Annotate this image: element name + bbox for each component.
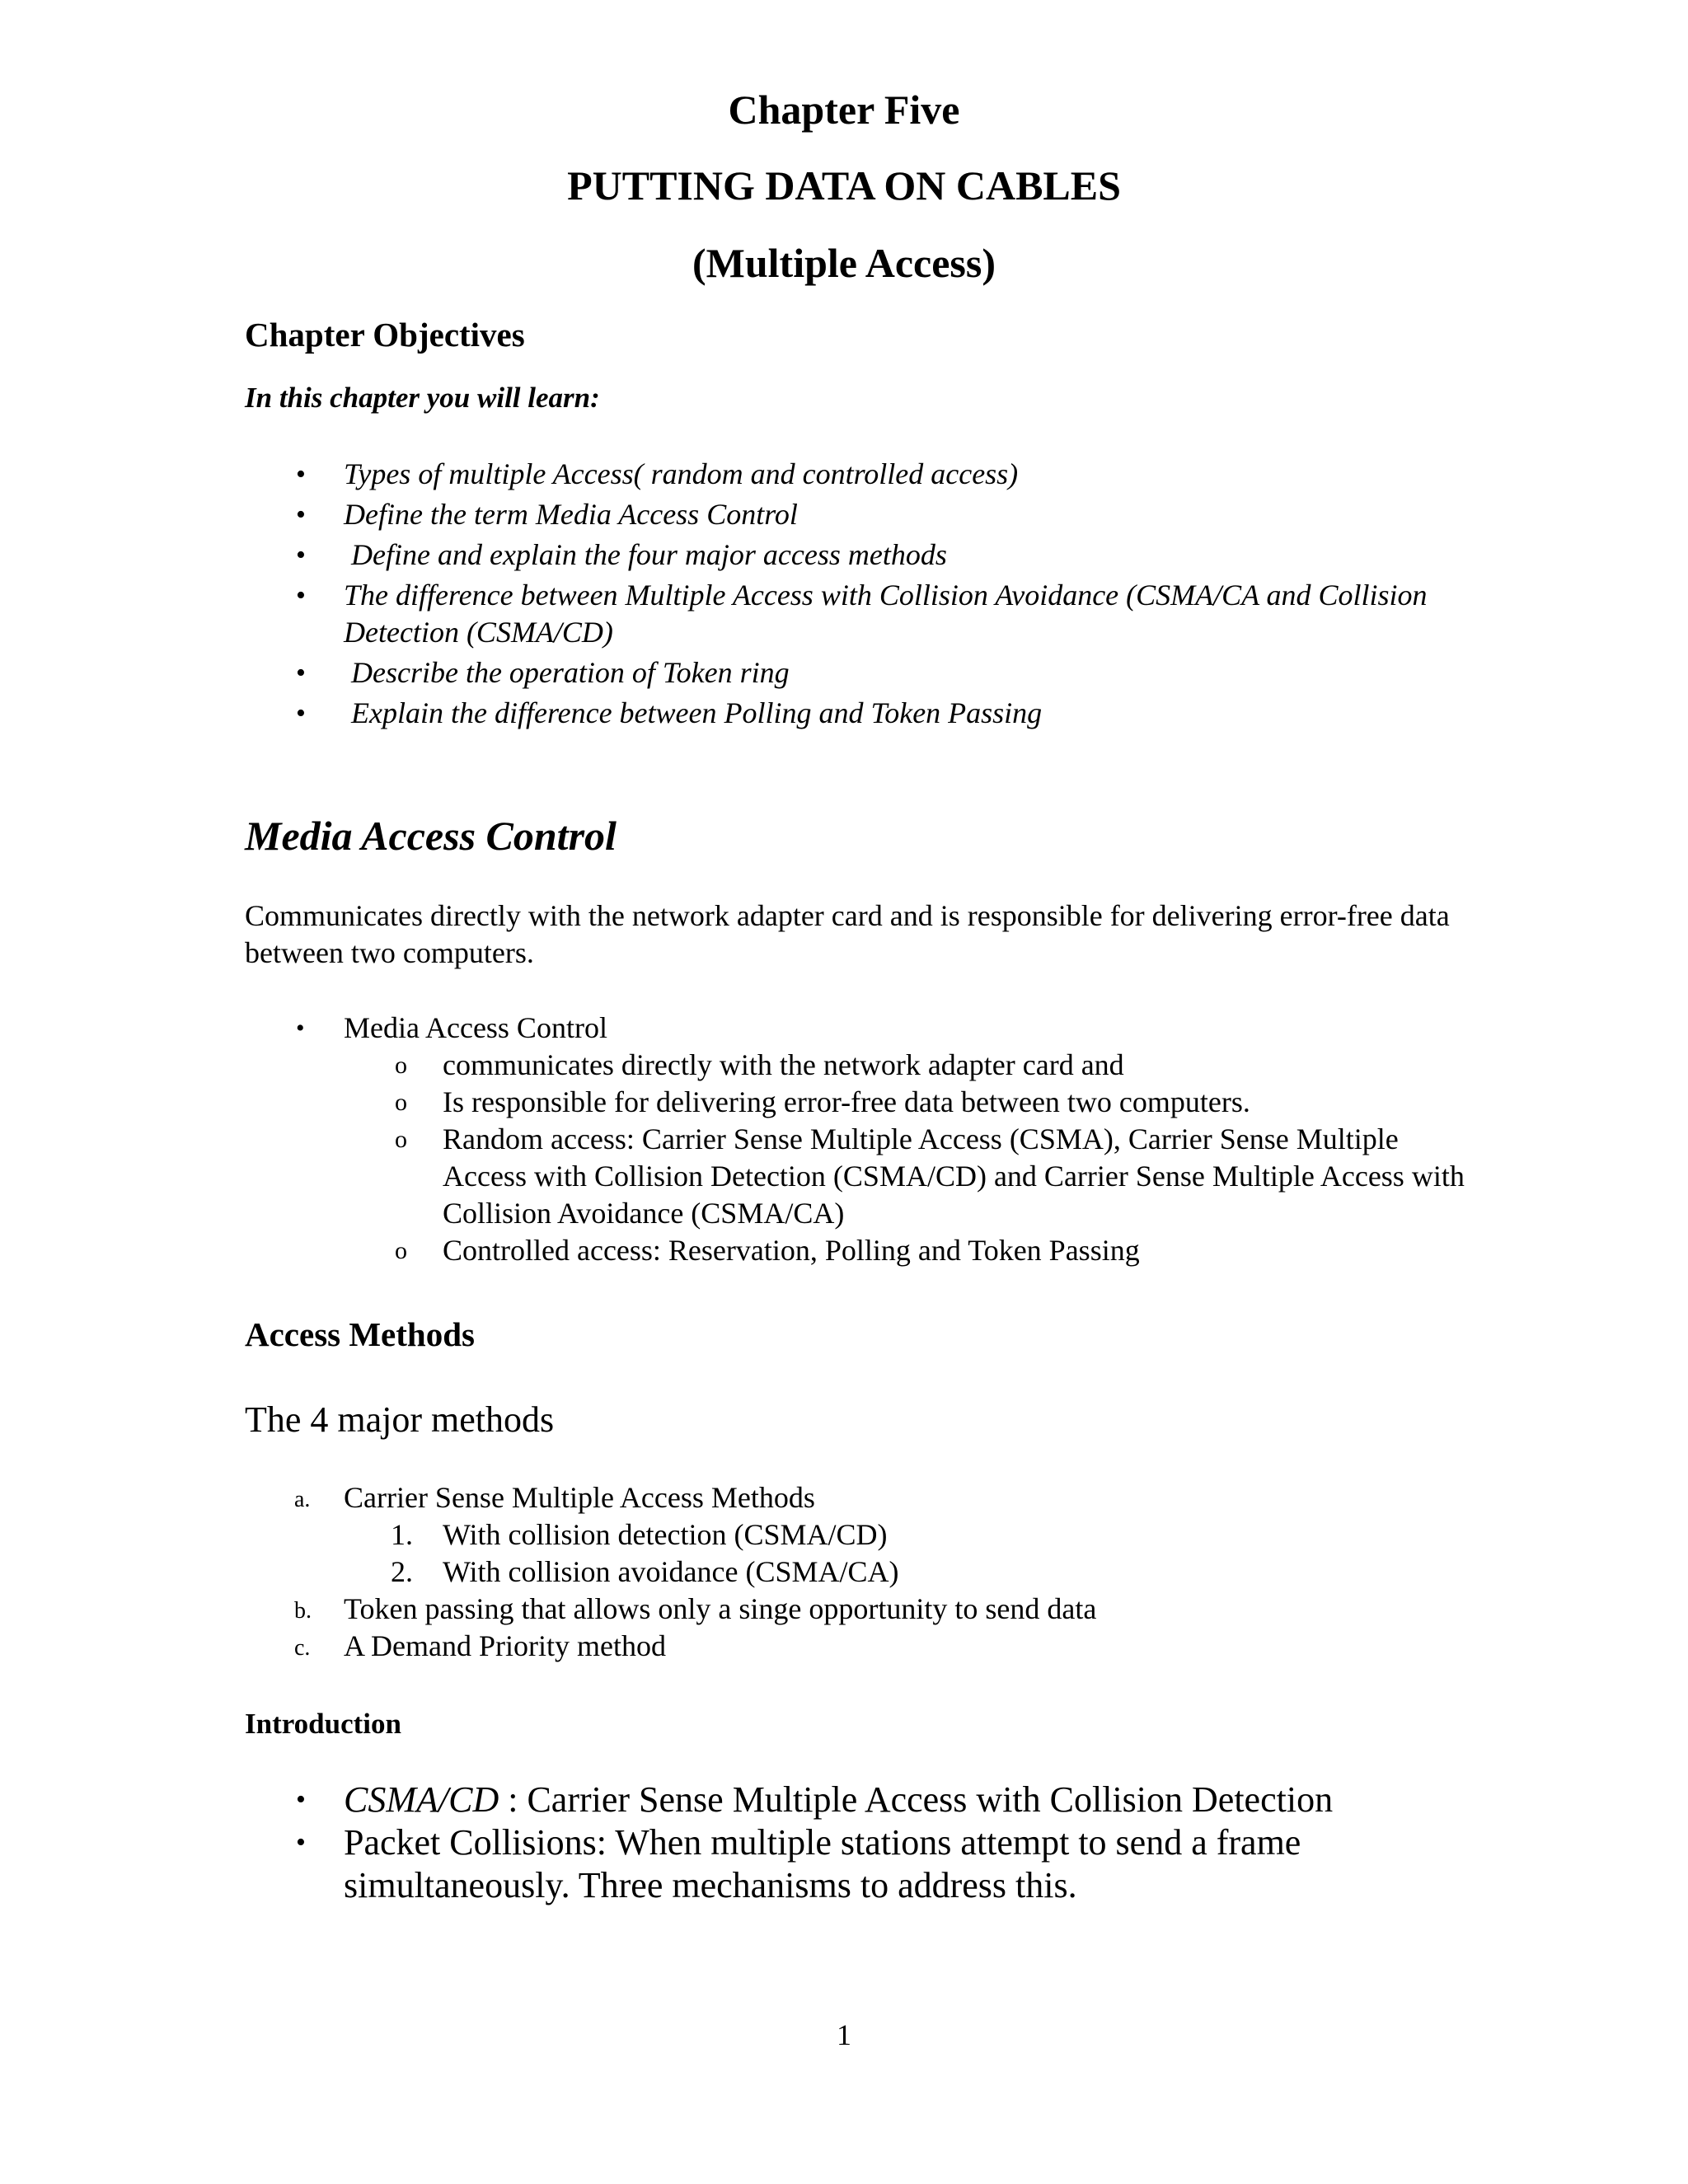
sub-list-item [344, 1516, 1481, 1554]
list-item [245, 1479, 1481, 1591]
list-item-text: Media Access Control [344, 1011, 607, 1044]
sub-bullet-icon: o [395, 1237, 407, 1264]
list-item [245, 1821, 1481, 1907]
sub-list-item-text: With collision avoidance (CSMA/CA) [443, 1555, 899, 1588]
sub-list-item-text: Controlled access: Reservation, Polling and Token Passing [443, 1234, 1140, 1267]
sub-bullet-icon: o [395, 1052, 407, 1079]
sub-list-item [344, 1121, 1481, 1232]
chapter-subtitle-text: PUTTING DATA ON CABLES [567, 162, 1121, 209]
bullet-icon: • [296, 1827, 306, 1858]
list-item-text: Packet Collisions: When multiple stations attempt to send a frame simultaneously. Three mechanisms to address this. [344, 1822, 1301, 1905]
bullet-icon: • [296, 580, 306, 611]
objectives-lead: In this chapter you will learn: [245, 382, 600, 414]
chapter-subtitle-secondary-text: (Multiple Access) [692, 240, 996, 286]
list-item [245, 1779, 1481, 1821]
sub-bullet-icon: o [395, 1089, 407, 1116]
introduction-list [245, 1779, 1481, 1907]
access-methods-sublist [344, 1516, 1481, 1591]
list-item-text: Carrier Sense Multiple Access Methods [344, 1481, 815, 1514]
list-item-text: Types of multiple Access( random and controlled access) [344, 457, 1019, 490]
bullet-icon: • [296, 499, 306, 530]
sub-list-item-text: With collision detection (CSMA/CD) [443, 1518, 888, 1551]
list-item-text: Explain the difference between Polling and Token Passing [344, 696, 1043, 729]
objectives-list [245, 456, 1456, 735]
list-marker: a. [294, 1487, 311, 1512]
sub-list-item [344, 1232, 1481, 1269]
list-item [245, 654, 1456, 691]
access-methods-list [245, 1479, 1481, 1665]
term-definition: : Carrier Sense Multiple Access with Collision Detection [499, 1779, 1334, 1820]
list-marker: c. [294, 1635, 311, 1661]
chapter-title-text: Chapter Five [728, 87, 960, 133]
media-access-control-paragraph: Communicates directly with the network adapter card and is responsible for delivering error-free data between two computers. [245, 899, 1450, 969]
list-item [245, 1010, 1481, 1269]
bullet-icon: • [296, 1015, 305, 1042]
chapter-subtitle-secondary [0, 242, 1688, 284]
objectives-heading: Chapter Objectives [245, 316, 525, 354]
media-access-control-list [245, 1010, 1481, 1269]
list-item-text: Describe the operation of Token ring [344, 656, 790, 689]
sub-list-item [344, 1554, 1481, 1591]
term: CSMA/CD [344, 1779, 499, 1820]
bullet-icon: • [296, 540, 306, 570]
chapter-title [0, 87, 1688, 133]
list-item [245, 695, 1456, 732]
list-item [245, 496, 1456, 533]
list-item-text: Token passing that allows only a singe opportunity to send data [344, 1592, 1097, 1625]
sub-list-item [344, 1047, 1481, 1084]
chapter-subtitle [0, 162, 1688, 209]
sub-list-item-text: communicates directly with the network adapter card and [443, 1048, 1124, 1081]
access-methods-subheading: The 4 major methods [245, 1399, 555, 1440]
access-methods-heading: Access Methods [245, 1315, 475, 1353]
list-marker: b. [294, 1598, 312, 1624]
bullet-icon: • [296, 1784, 306, 1815]
bullet-icon: • [296, 459, 306, 490]
list-item [245, 1591, 1481, 1628]
sub-bullet-icon: o [395, 1126, 407, 1153]
sub-list-item-text: Is responsible for delivering error-free data between two computers. [443, 1085, 1250, 1118]
list-item-text: Define the term Media Access Control [344, 498, 798, 531]
list-marker: 1. [391, 1518, 413, 1551]
media-access-control-sublist [344, 1047, 1481, 1269]
list-item-text: Define and explain the four major access methods [344, 538, 947, 571]
bullet-icon: • [296, 698, 306, 729]
list-item [245, 537, 1456, 574]
list-item [245, 577, 1456, 651]
introduction-heading: Introduction [245, 1708, 401, 1740]
list-item-text: The difference between Multiple Access with Collision Avoidance (CSMA/CA and Collision Detection (CSMA/CD) [344, 579, 1428, 649]
list-item [245, 1628, 1481, 1665]
bullet-icon: • [296, 658, 306, 688]
sub-list-item-text: Random access: Carrier Sense Multiple Access (CSMA), Carrier Sense Multiple Access with Collision Detection (CSMA/CD) and Carrier Sense Multiple Access with Collision Avoidance (CSMA/CA) [443, 1122, 1465, 1230]
list-item [245, 456, 1456, 493]
media-access-control-heading: Media Access Control [245, 813, 617, 859]
sub-list-item [344, 1084, 1481, 1121]
list-marker: 2. [391, 1555, 413, 1588]
page-number: 1 [837, 2018, 851, 2051]
list-item-text: A Demand Priority method [344, 1629, 666, 1662]
